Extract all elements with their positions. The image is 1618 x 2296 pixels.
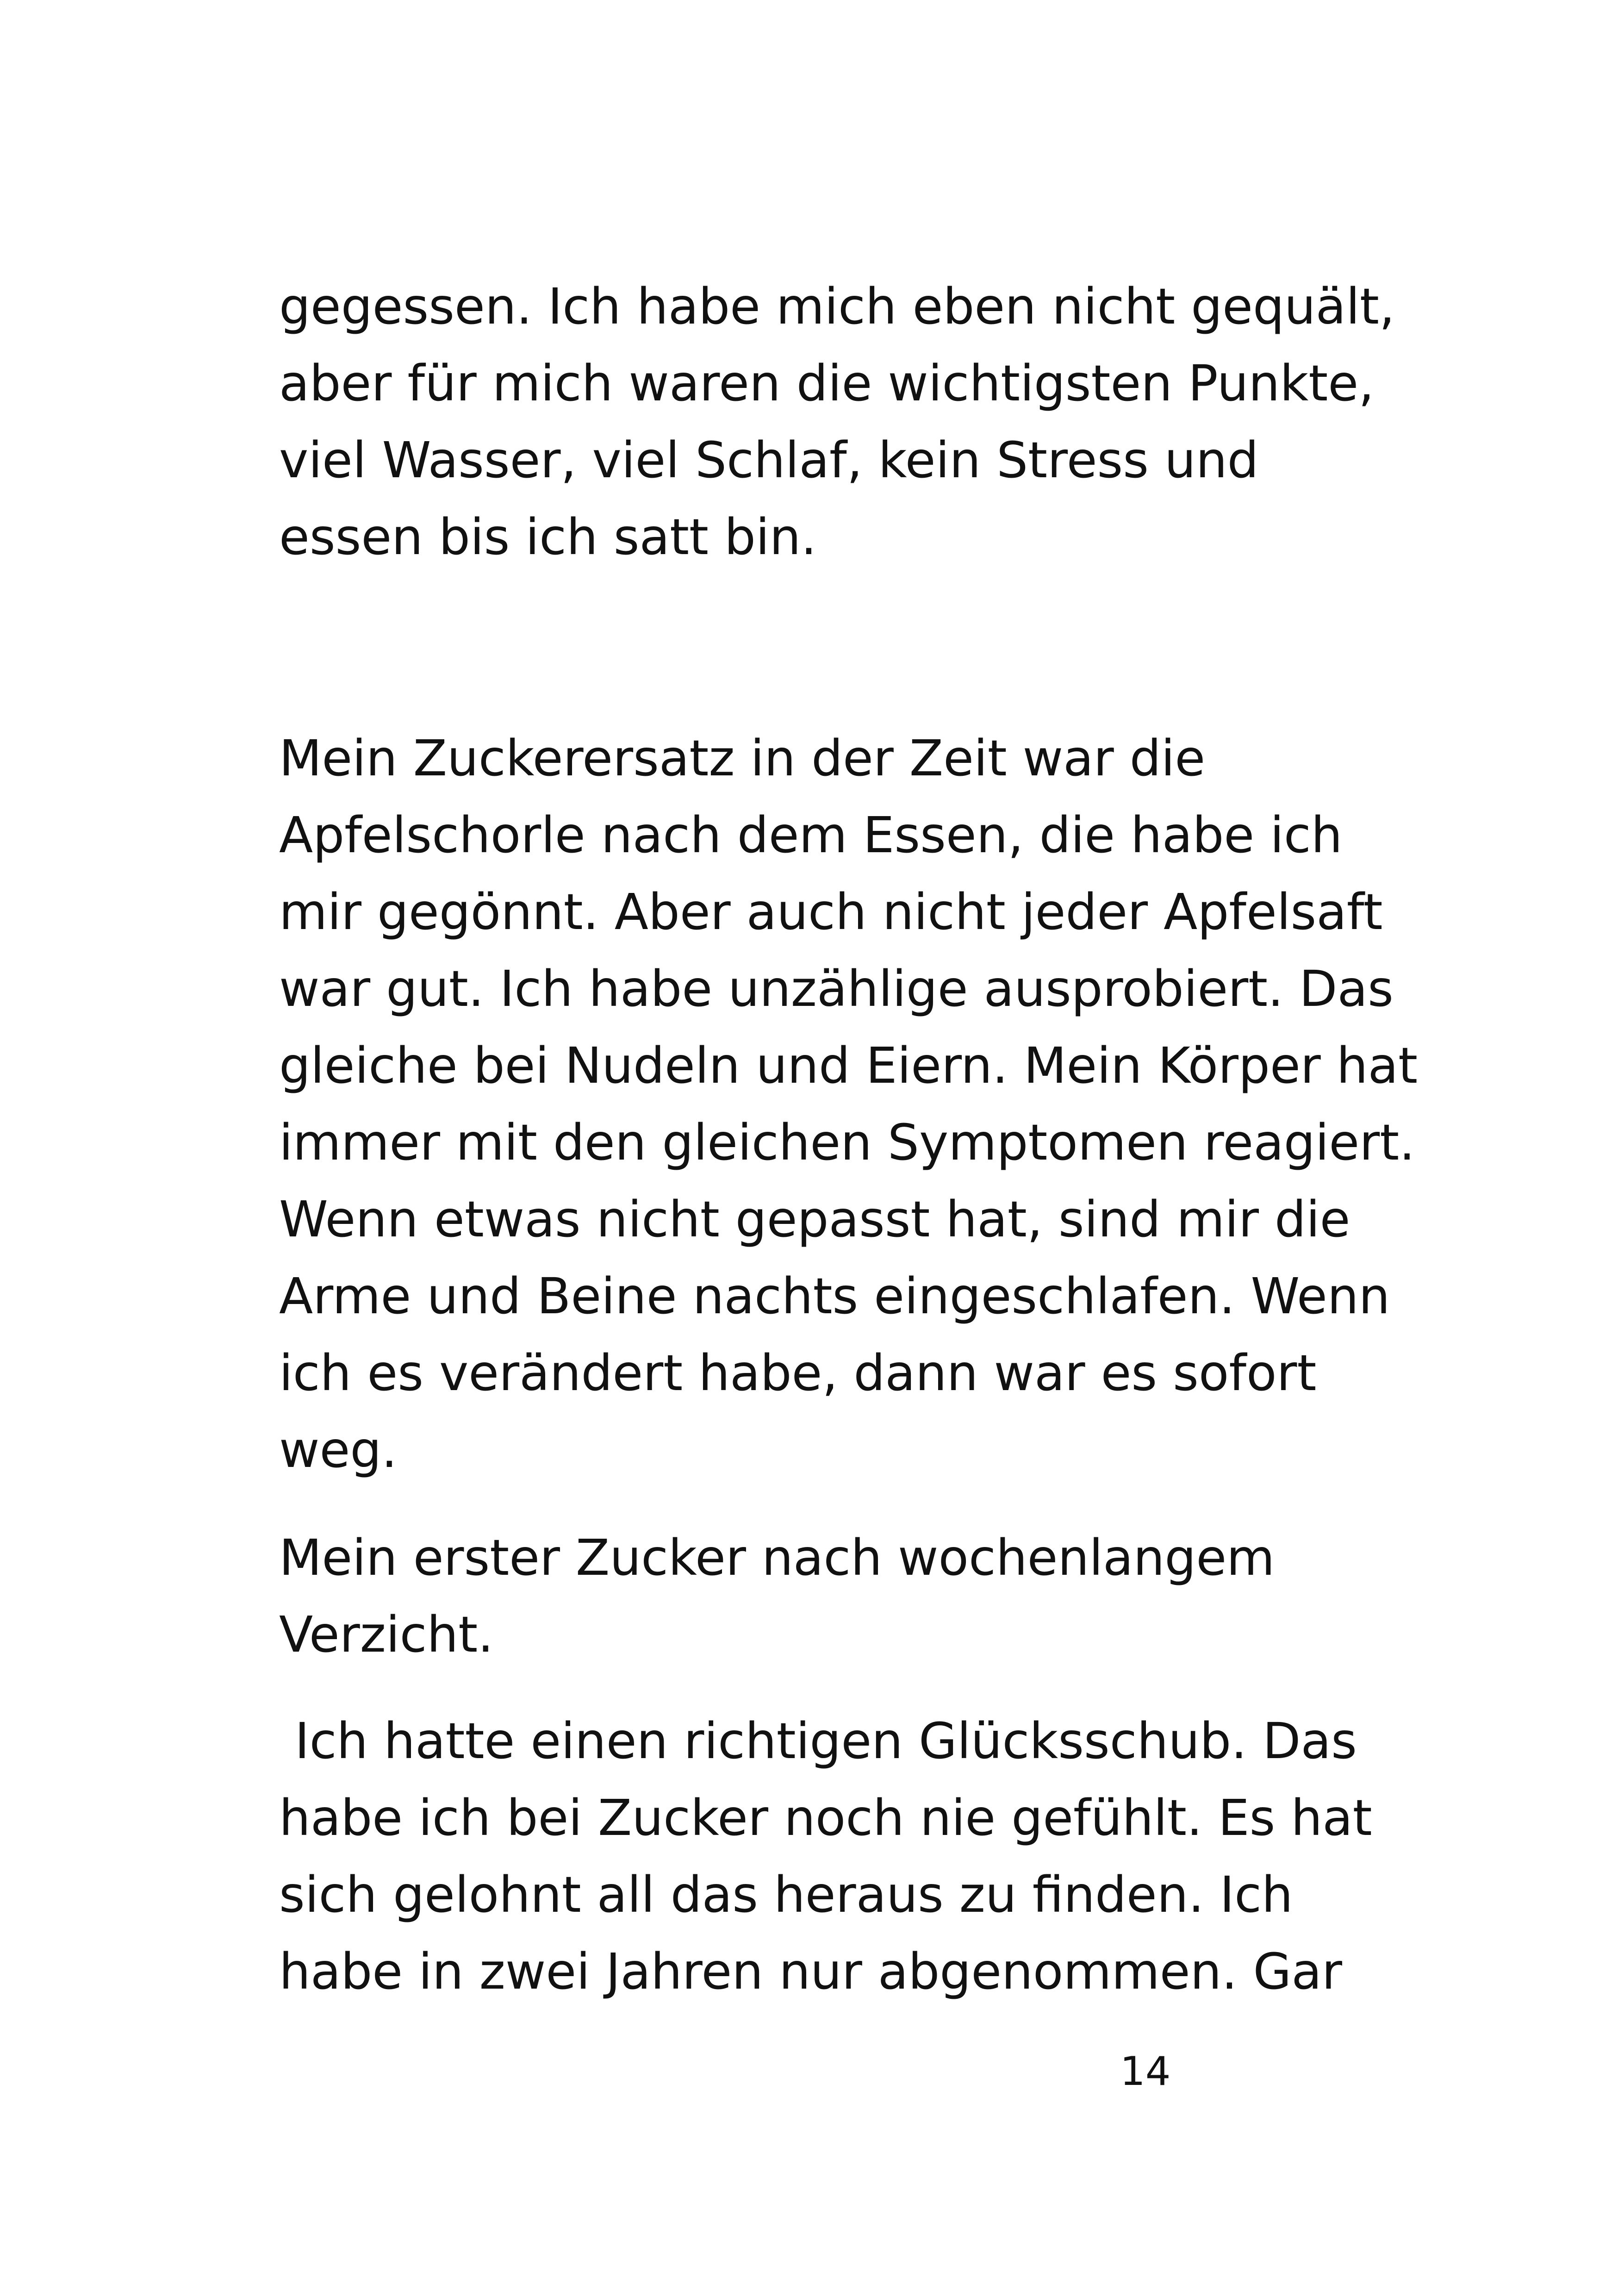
text-line: Mein erster Zucker nach wochenlangem bbox=[279, 1529, 1275, 1587]
paragraph-1 bbox=[279, 268, 1399, 576]
paragraph-2 bbox=[279, 720, 1418, 1489]
text-line: immer mit den gleichen Symptomen reagiert. bbox=[279, 1114, 1415, 1172]
text-line: Verzicht. bbox=[279, 1606, 494, 1664]
text-line: gegessen. Ich habe mich eben nicht gequält, bbox=[279, 278, 1395, 336]
text-line: habe ich bei Zucker noch nie gefühlt. Es hat bbox=[279, 1790, 1372, 1847]
text-line: Mein Zuckerersatz in der Zeit war die bbox=[279, 730, 1206, 787]
paragraph-3 bbox=[279, 1520, 1399, 1673]
text-line: viel Wasser, viel Schlaf, kein Stress und bbox=[279, 432, 1259, 489]
page-number: 14 bbox=[1120, 2048, 1171, 2095]
paragraph-4 bbox=[279, 1703, 1399, 2010]
text-line: weg. bbox=[279, 1422, 398, 1479]
text-line: habe in zwei Jahren nur abgenommen. Gar bbox=[279, 1943, 1342, 2001]
text-line: essen bis ich satt bin. bbox=[279, 509, 817, 566]
text-line: sich gelohnt all das heraus zu finden. Ich bbox=[279, 1866, 1293, 1924]
text-line: Wenn etwas nicht gepasst hat, sind mir die bbox=[279, 1191, 1350, 1248]
text-line: Arme und Beine nachts eingeschlafen. Wenn bbox=[279, 1268, 1390, 1325]
text-line: gleiche bei Nudeln und Eiern. Mein Körper hat bbox=[279, 1037, 1418, 1095]
text-line: war gut. Ich habe unzählige ausprobiert. Das bbox=[279, 961, 1394, 1018]
text-line: Apfelschorle nach dem Essen, die habe ich bbox=[279, 807, 1343, 864]
text-line: Ich hatte einen richtigen Glücksschub. Das bbox=[279, 1713, 1357, 1770]
text-line: aber für mich waren die wichtigsten Punkte, bbox=[279, 355, 1375, 412]
text-line: mir gegönnt. Aber auch nicht jeder Apfelsaft bbox=[279, 884, 1383, 941]
text-line: ich es verändert habe, dann war es sofort bbox=[279, 1345, 1317, 1402]
